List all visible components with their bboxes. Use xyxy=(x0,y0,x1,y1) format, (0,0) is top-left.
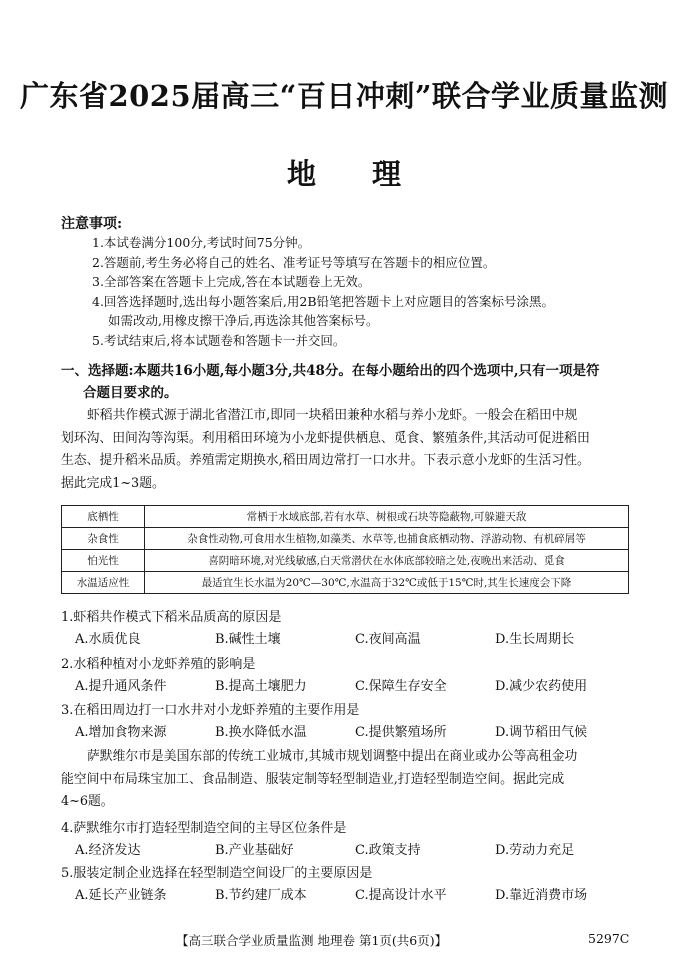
question-1 xyxy=(61,607,631,651)
question-3 xyxy=(61,700,631,744)
option-d: D.劳动力充足 xyxy=(495,843,575,858)
question-options xyxy=(61,840,631,862)
table-row xyxy=(62,506,629,528)
question-5 xyxy=(61,863,631,907)
option-c: C.保障生存安全 xyxy=(355,679,447,694)
subject-title xyxy=(0,152,688,193)
passage-2 xyxy=(61,746,629,814)
question-stem: 5.服装定制企业选择在轻型制造空间设厂的主要原因是 xyxy=(61,866,373,881)
option-d: D.生长周期长 xyxy=(495,632,575,647)
notice-item: 5.考试结束后,将本试题卷和答题卡一并交回。 xyxy=(92,332,346,348)
option-c: C.提供繁殖场所 xyxy=(355,725,447,740)
option-a: A.提升通风条件 xyxy=(75,679,167,694)
question-4 xyxy=(61,818,631,862)
passage-line: 萨默维尔市是美国东部的传统工业城市,其城市规划调整中提出在商业或办公等高租金功 xyxy=(87,749,578,764)
option-d: D.调节稻田气候 xyxy=(495,725,588,740)
table-row xyxy=(62,550,629,572)
question-options xyxy=(61,722,631,744)
question-2 xyxy=(61,654,631,698)
footer-code: 5297C xyxy=(588,931,630,946)
option-d: D.靠近消费市场 xyxy=(495,888,588,903)
question-stem: 4.萨默维尔市打造轻型制造空间的主导区位条件是 xyxy=(61,821,347,836)
table-key: 杂食性 xyxy=(62,528,145,550)
question-stem: 3.在稻田周边打一口水井对小龙虾养殖的主要作用是 xyxy=(61,703,360,718)
passage-line: 生态、提升稻米品质。养殖需定期换水,稻田周边常打一口水井。下表示意小龙虾的生活习性。 xyxy=(61,453,590,468)
table-value: 常栖于水域底部,若有水草、树根或石块等隐蔽物,可躲避天敌 xyxy=(145,506,629,528)
option-b: B.提高土壤肥力 xyxy=(215,679,307,694)
notice-heading: 注意事项: xyxy=(61,216,123,232)
option-a: A.延长产业链条 xyxy=(75,888,167,903)
notice-item: 3.全部答案在答题卡上完成,答在本试题卷上无效。 xyxy=(92,274,371,289)
subject-char-2: 理 xyxy=(372,157,402,191)
question-options xyxy=(61,676,631,698)
notice-item: 1.本试卷满分100分,考试时间75分钟。 xyxy=(92,235,311,250)
table-row xyxy=(62,528,629,550)
footer-page-info: 【高三联合学业质量监测 地理卷 第1页(共6页)】 xyxy=(176,933,448,948)
option-b: B.节约建厂成本 xyxy=(215,888,307,903)
passage-line: 4~6题。 xyxy=(61,794,114,809)
passage-line: 据此完成1~3题。 xyxy=(61,475,165,491)
notice-item: 如需改动,用橡皮擦干净后,再选涂其他答案标号。 xyxy=(108,313,379,328)
passage-1 xyxy=(61,405,629,495)
passage-line: 能空间中布局珠宝加工、食品制造、服装定制等轻型制造业,打造轻型制造空间。据此完成 xyxy=(61,771,565,787)
crayfish-habit-table xyxy=(61,505,629,594)
section-heading-line: 合题目要求的。 xyxy=(83,385,178,401)
option-b: B.碱性土壤 xyxy=(215,632,281,647)
question-stem: 1.虾稻共作模式下稻米品质高的原因是 xyxy=(61,610,282,625)
exam-title: 广东省2025届高三“百日冲刺”联合学业质量监测 xyxy=(19,79,669,113)
table-key: 底栖性 xyxy=(62,506,145,528)
option-a: A.水质优良 xyxy=(75,632,141,647)
question-options xyxy=(61,885,631,907)
passage-line: 划环沟、田间沟等沟渠。利用稻田环境为小龙虾提供栖息、觅食、繁殖条件,其活动可促进稻田 xyxy=(61,430,590,446)
notice-item: 4.回答选择题时,选出每小题答案后,用2B铅笔把答题卡上对应题目的答案标号涂黑。 xyxy=(92,293,555,309)
question-stem: 2.水稻种植对小龙虾养殖的影响是 xyxy=(61,657,256,672)
table-key: 水温适应性 xyxy=(62,572,145,594)
option-a: A.经济发达 xyxy=(75,843,141,858)
notice-list xyxy=(92,233,662,350)
passage-line: 虾稻共作模式源于湖北省潜江市,即同一块稻田兼种水稻与养小龙虾。一般会在稻田中规 xyxy=(87,408,578,423)
option-c: C.夜间高温 xyxy=(355,632,421,647)
option-b: B.产业基础好 xyxy=(215,843,294,858)
option-a: A.增加食物来源 xyxy=(75,725,167,740)
section-heading-line: 一、选择题:本题共16小题,每小题3分,共48分。在每小题给出的四个选项中,只有一项是符 xyxy=(61,363,600,379)
section-heading xyxy=(61,360,631,404)
table-value: 杂食性动物,可食用水生植物,如藻类、水草等,也捕食底栖动物、浮游动物、有机碎屑等 xyxy=(145,528,629,550)
table-value: 喜阴暗环境,对光线敏感,白天常潜伏在水体底部较暗之处,夜晚出来活动、觅食 xyxy=(145,550,629,572)
question-options xyxy=(61,629,631,651)
subject-char-1: 地 xyxy=(286,157,316,191)
option-b: B.换水降低水温 xyxy=(215,725,307,740)
table-value: 最适宜生长水温为20℃—30℃,水温高于32℃或低于15℃时,其生长速度会下降 xyxy=(145,572,629,594)
notice-item: 2.答题前,考生务必将自己的姓名、准考证号等填写在答题卡的相应位置。 xyxy=(92,254,496,270)
option-d: D.减少农药使用 xyxy=(495,679,588,694)
table-key: 怕光性 xyxy=(62,550,145,572)
table-row xyxy=(62,572,629,594)
option-c: C.政策支持 xyxy=(355,843,421,858)
option-c: C.提高设计水平 xyxy=(355,888,447,903)
